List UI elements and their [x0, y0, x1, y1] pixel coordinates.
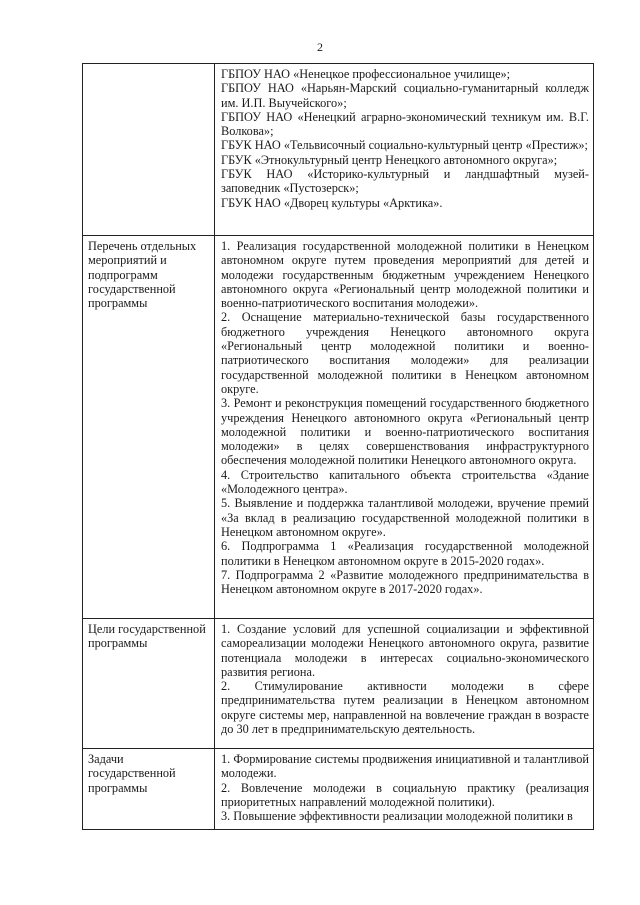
- program-passport-table: [82, 63, 594, 830]
- list-item: 4. Строительство капитального объекта строительства «Здание «Молодежного центра».: [221, 467, 589, 497]
- row-content: [215, 619, 594, 749]
- table-row: [83, 64, 594, 236]
- table-row: [83, 749, 594, 830]
- list-item: 2. Оснащение материально-технической базы государственного бюджетного учреждения Ненецкого автономного округа «Региональный центр молодежной политики и военно-патриотического воспитания молодежи» для реализации государственной молодежной политики в Ненецком автономном округе.: [221, 310, 589, 396]
- page-number: 2: [317, 40, 323, 54]
- list-item: ГБУК НАО «Историко-культурный и ландшафтный музей-заповедник «Пустозерск»;: [221, 167, 589, 196]
- list-item: 5. Выявление и поддержка талантливой молодежи, вручение премий «За вклад в реализацию государственной молодежной политики в Ненецком автономном округе».: [221, 496, 589, 539]
- row-content: [215, 236, 594, 619]
- table-row: [83, 619, 594, 749]
- list-item: 2. Вовлечение молодежи в социальную практику (реализация приоритетных направлений молодежной политики).: [221, 780, 589, 809]
- list-item: ГБУК «Этнокультурный центр Ненецкого автономного округа»;: [221, 152, 558, 167]
- row-label-measures: Перечень отдельных мероприятий и подпрограмм государственной программы: [83, 236, 215, 619]
- row-label-goals: Цели государственной программы: [83, 619, 215, 749]
- list-item: 7. Подпрограмма 2 «Развитие молодежного предпринимательства в Ненецком автономном округе в 2017-2020 годах».: [221, 567, 589, 597]
- list-item: ГБУК НАО «Тельвисочный социально-культурный центр «Престиж»;: [221, 138, 588, 153]
- list-item: ГБПОУ НАО «Ненецкое профессиональное училище»;: [221, 67, 511, 81]
- list-item: 3. Повышение эффективности реализации молодежной политики в: [221, 809, 573, 824]
- row-label: [83, 64, 215, 236]
- list-item: 1. Реализация государственной молодежной политики в Ненецком автономном округе путем проведения мероприятий для детей и молодежи государственным бюджетным учреждением Ненецкого автономного округа «Региональный центр молодежной политики и военно-патриотического воспитания молодежи».: [221, 239, 589, 311]
- list-item: 1. Создание условий для успешной социализации и эффективной самореализации молодежи Ненецкого автономного округа, развитие потенциала молодежи в интересах социально-экономического развития региона.: [221, 622, 589, 679]
- list-item: ГБУК НАО «Дворец культуры «Арктика».: [221, 195, 443, 210]
- table-row: [83, 236, 594, 619]
- list-item: 1. Формирование системы продвижения инициативной и талантливой молодежи.: [221, 752, 589, 781]
- row-content: [215, 749, 594, 830]
- list-item: 6. Подпрограмма 1 «Реализация государственной молодежной политики в Ненецком автономном округе в 2015-2020 годах».: [221, 539, 589, 568]
- list-item: 2. Стимулирование активности молодежи в сфере предпринимательства путем реализации в Ненецком автономном округе системы мер, направленной на вовлечение граждан в возрасте до 30 лет в предпринимательскую деятельность.: [221, 679, 589, 737]
- list-item: ГБПОУ НАО «Ненецкий аграрно-экономический техникум им. В.Г. Волкова»;: [221, 109, 589, 139]
- list-item: 3. Ремонт и реконструкция помещений государственного бюджетного учреждения Ненецкого автономного округа «Региональный центр молодежной политики и военно-патриотического воспитания молодежи» в целях совершенствования инфраструктурного обеспечения молодежной политики Ненецкого автономного округа.: [221, 396, 589, 468]
- row-content: [215, 64, 594, 236]
- row-label-tasks: Задачи государственной программы: [83, 749, 215, 830]
- list-item: ГБПОУ НАО «Нарьян-Марский социально-гуманитарный колледж им. И.П. Выучейского»;: [221, 81, 589, 110]
